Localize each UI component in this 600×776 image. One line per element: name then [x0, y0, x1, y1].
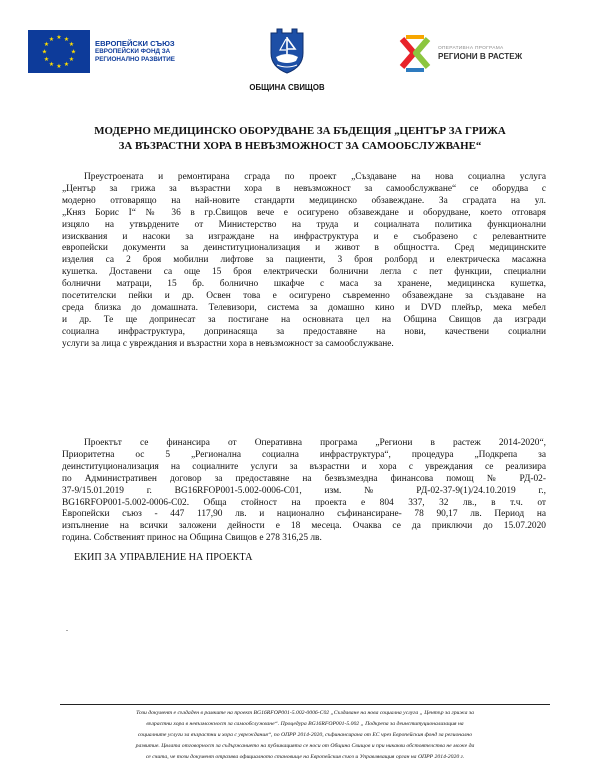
- paragraph-1-line: „Център за грижа за възрастни хора в невъзможност за самообслужване“ се оборудва с: [62, 183, 546, 194]
- paragraph-1-line: услуги за лица с увреждания и възрастни хора в невъзможност за самообслужване.: [62, 338, 394, 349]
- paragraph-2-line: по Административен договор за предоставяне на безвъзмездна финансова помощ № РД-02-: [62, 473, 546, 484]
- stray-dot: .: [66, 624, 68, 633]
- paragraph-1-line: болнични матраци, 15 бр. болнично шкафче с маса за хранене, медицинска кушетка,: [62, 279, 546, 290]
- footer-line: развитие. Цялата отговорност за съдържанието на публикацията се носи от Община Свищов и при никакви обстоятелства не може да: [135, 742, 475, 749]
- paragraph-2-line: година. Собственият принос на Община Свищов е 278 316,25 лв.: [62, 533, 322, 544]
- logo-bar: [0, 0, 600, 100]
- paragraph-2-line: 37-9/15.01.2019 г. BG16RFOP001-5.002-0006-C01, изм. № РД-02-37-9(1)/24.10.2019 г.,: [62, 485, 546, 496]
- svg-text:★: ★: [68, 56, 75, 63]
- paragraph-1-line: посетителски пейки и др. Освен това е осигурено съвременно обзавеждане за създаване на: [62, 291, 546, 302]
- paragraph-2-line: Европейски съюз - 447 117,90 лв. и национално съфинансиране- 78 90,17 лв. Период на: [62, 509, 546, 520]
- paragraph-1-line: модерно отговарящо на най-новите стандарти медицинско обзавеждане. За сградата на ул.: [62, 195, 546, 206]
- svg-text:★: ★: [43, 56, 50, 63]
- footer-line: Този документ е създаден в рамките на проект BG16RFOP001-5.002-0006-C02 „Създаване на нова социална услуга „ Център за грижа за: [136, 710, 474, 716]
- footer-divider: [60, 704, 550, 705]
- paragraph-2-line: изпълнение на всички заложени дейности е 18 месеца. Очаква се да приключи до 15.07.2020: [62, 521, 546, 532]
- svg-text:★: ★: [41, 48, 48, 56]
- paragraph-1-line: изделия са 2 броя мобилни лифтове за пациенти, 3 броя ролборд и електрическа масажна: [62, 255, 546, 266]
- title-line-1: МОДЕРНО МЕДИЦИНСКО ОБОРУДВАНЕ ЗА БЪДЕЩИЯ „ЦЕНТЪР ЗА ГРИЖА: [94, 125, 506, 137]
- svg-text:★: ★: [56, 63, 62, 70]
- footer-disclaimer: [58, 708, 552, 763]
- svg-text:★: ★: [43, 41, 50, 48]
- svg-text:★: ★: [48, 61, 55, 68]
- paragraph-1-line: среда близка до домашната. Телевизори, система за домашно кино и DVD плейър, мека мебел: [62, 302, 546, 313]
- svg-text:★: ★: [56, 34, 62, 41]
- program-name: РЕГИОНИ В РАСТЕЖ: [438, 51, 523, 61]
- municipality-crest-icon: [265, 23, 309, 75]
- paragraph-2-line: BG16RFOP001-5.002-0006-C02. Обща стойност на проекта е 804 337, 32 лв., в т.ч. от: [62, 497, 546, 508]
- paragraph-1-line: изцяло на утвърдените от Министерство на труда и социалната политика функционални: [62, 219, 546, 230]
- eu-line1: ЕВРОПЕЙСКИ СЪЮЗ: [95, 39, 175, 49]
- eu-logo-text: [95, 39, 175, 63]
- svg-text:★: ★: [63, 61, 70, 68]
- document-title: [40, 124, 560, 153]
- paragraph-2-line: деинституционализация на социалните услуги за възрастни и хора с увреждания се реализира: [62, 461, 546, 472]
- program-label: ОПЕРАТИВНА ПРОГРАМА: [438, 45, 504, 51]
- svg-text:★: ★: [68, 41, 75, 48]
- footer-line: се счита, че този документ отразява официалното становище на Европейския съюз и Управляващия орган на ОПРР 2014-2020 г.: [145, 753, 465, 760]
- paragraph-1: [62, 172, 546, 351]
- municipality-logo: [232, 23, 342, 92]
- paragraph-1-line: и др. Те ще допринесат за постигане на основната цел на Община Свищов да изгради: [62, 314, 546, 325]
- regions-growth-icon: [398, 33, 432, 73]
- paragraph-1-line: Преустроената и ремонтирана сграда по проект „Създаване на нова социална услуга: [84, 172, 546, 182]
- project-team-signature: ЕКИП ЗА УПРАВЛЕНИЕ НА ПРОЕКТА: [74, 552, 253, 563]
- paragraph-1-line: „Княз Борис I“ № 36 в гр.Свищов вече е осигурено обзавеждане и оборудване, което отговаря: [62, 207, 546, 218]
- title-line-2: ЗА ВЪЗРАСТНИ ХОРА В НЕВЪЗМОЖНОСТ ЗА САМООБСЛУЖВАНЕ“: [118, 139, 482, 152]
- paragraph-1-line: социална инфраструктура, допринасяща за предоставяне на нови, качествени социални: [62, 326, 546, 337]
- eu-line3: РЕГИОНАЛНО РАЗВИТИЕ: [95, 56, 175, 63]
- paragraph-2: [62, 438, 546, 545]
- paragraph-2-line: Приоритетна ос 5 „Регионална социална инфраструктура“, процедура „Подкрепа за: [62, 449, 546, 460]
- eu-line2: ЕВРОПЕЙСКИ ФОНД ЗА: [95, 48, 171, 56]
- program-logo: [398, 33, 522, 73]
- eu-logo: [28, 30, 175, 73]
- paragraph-1-line: изисквания и насоки за изграждане на инфраструктура и е съобразено с релевантните: [62, 231, 546, 242]
- paragraph-1-line: европейски документи за деинституционализация и живот в общността. Сред медицинските: [62, 243, 546, 254]
- paragraph-2-line: Проектът се финансира от Оперативна програма „Региони в растеж 2014-2020“,: [84, 438, 546, 448]
- eu-flag-icon: [28, 30, 90, 73]
- municipality-name: ОБЩИНА СВИЩОВ: [249, 83, 325, 92]
- svg-text:★: ★: [70, 48, 77, 56]
- program-logo-text: [438, 46, 522, 61]
- footer-line: социалните услуги за възрастни и хора с увреждания“, по ОПРР 2014-2020, съфинансирана от ЕС чрез Европейския фонд за регионално: [137, 731, 473, 738]
- footer-line: възрастни хора в невъзможност за самообслужване“. Процедура BG16RFOP001-5.002 „ Подкрепа за деинституционализация на: [146, 720, 464, 727]
- svg-text:★: ★: [63, 36, 70, 43]
- paragraph-1-line: кушетка. Доставени са още 15 броя електрически болнични легла с пет функции, специални: [62, 267, 546, 278]
- svg-text:★: ★: [48, 36, 55, 43]
